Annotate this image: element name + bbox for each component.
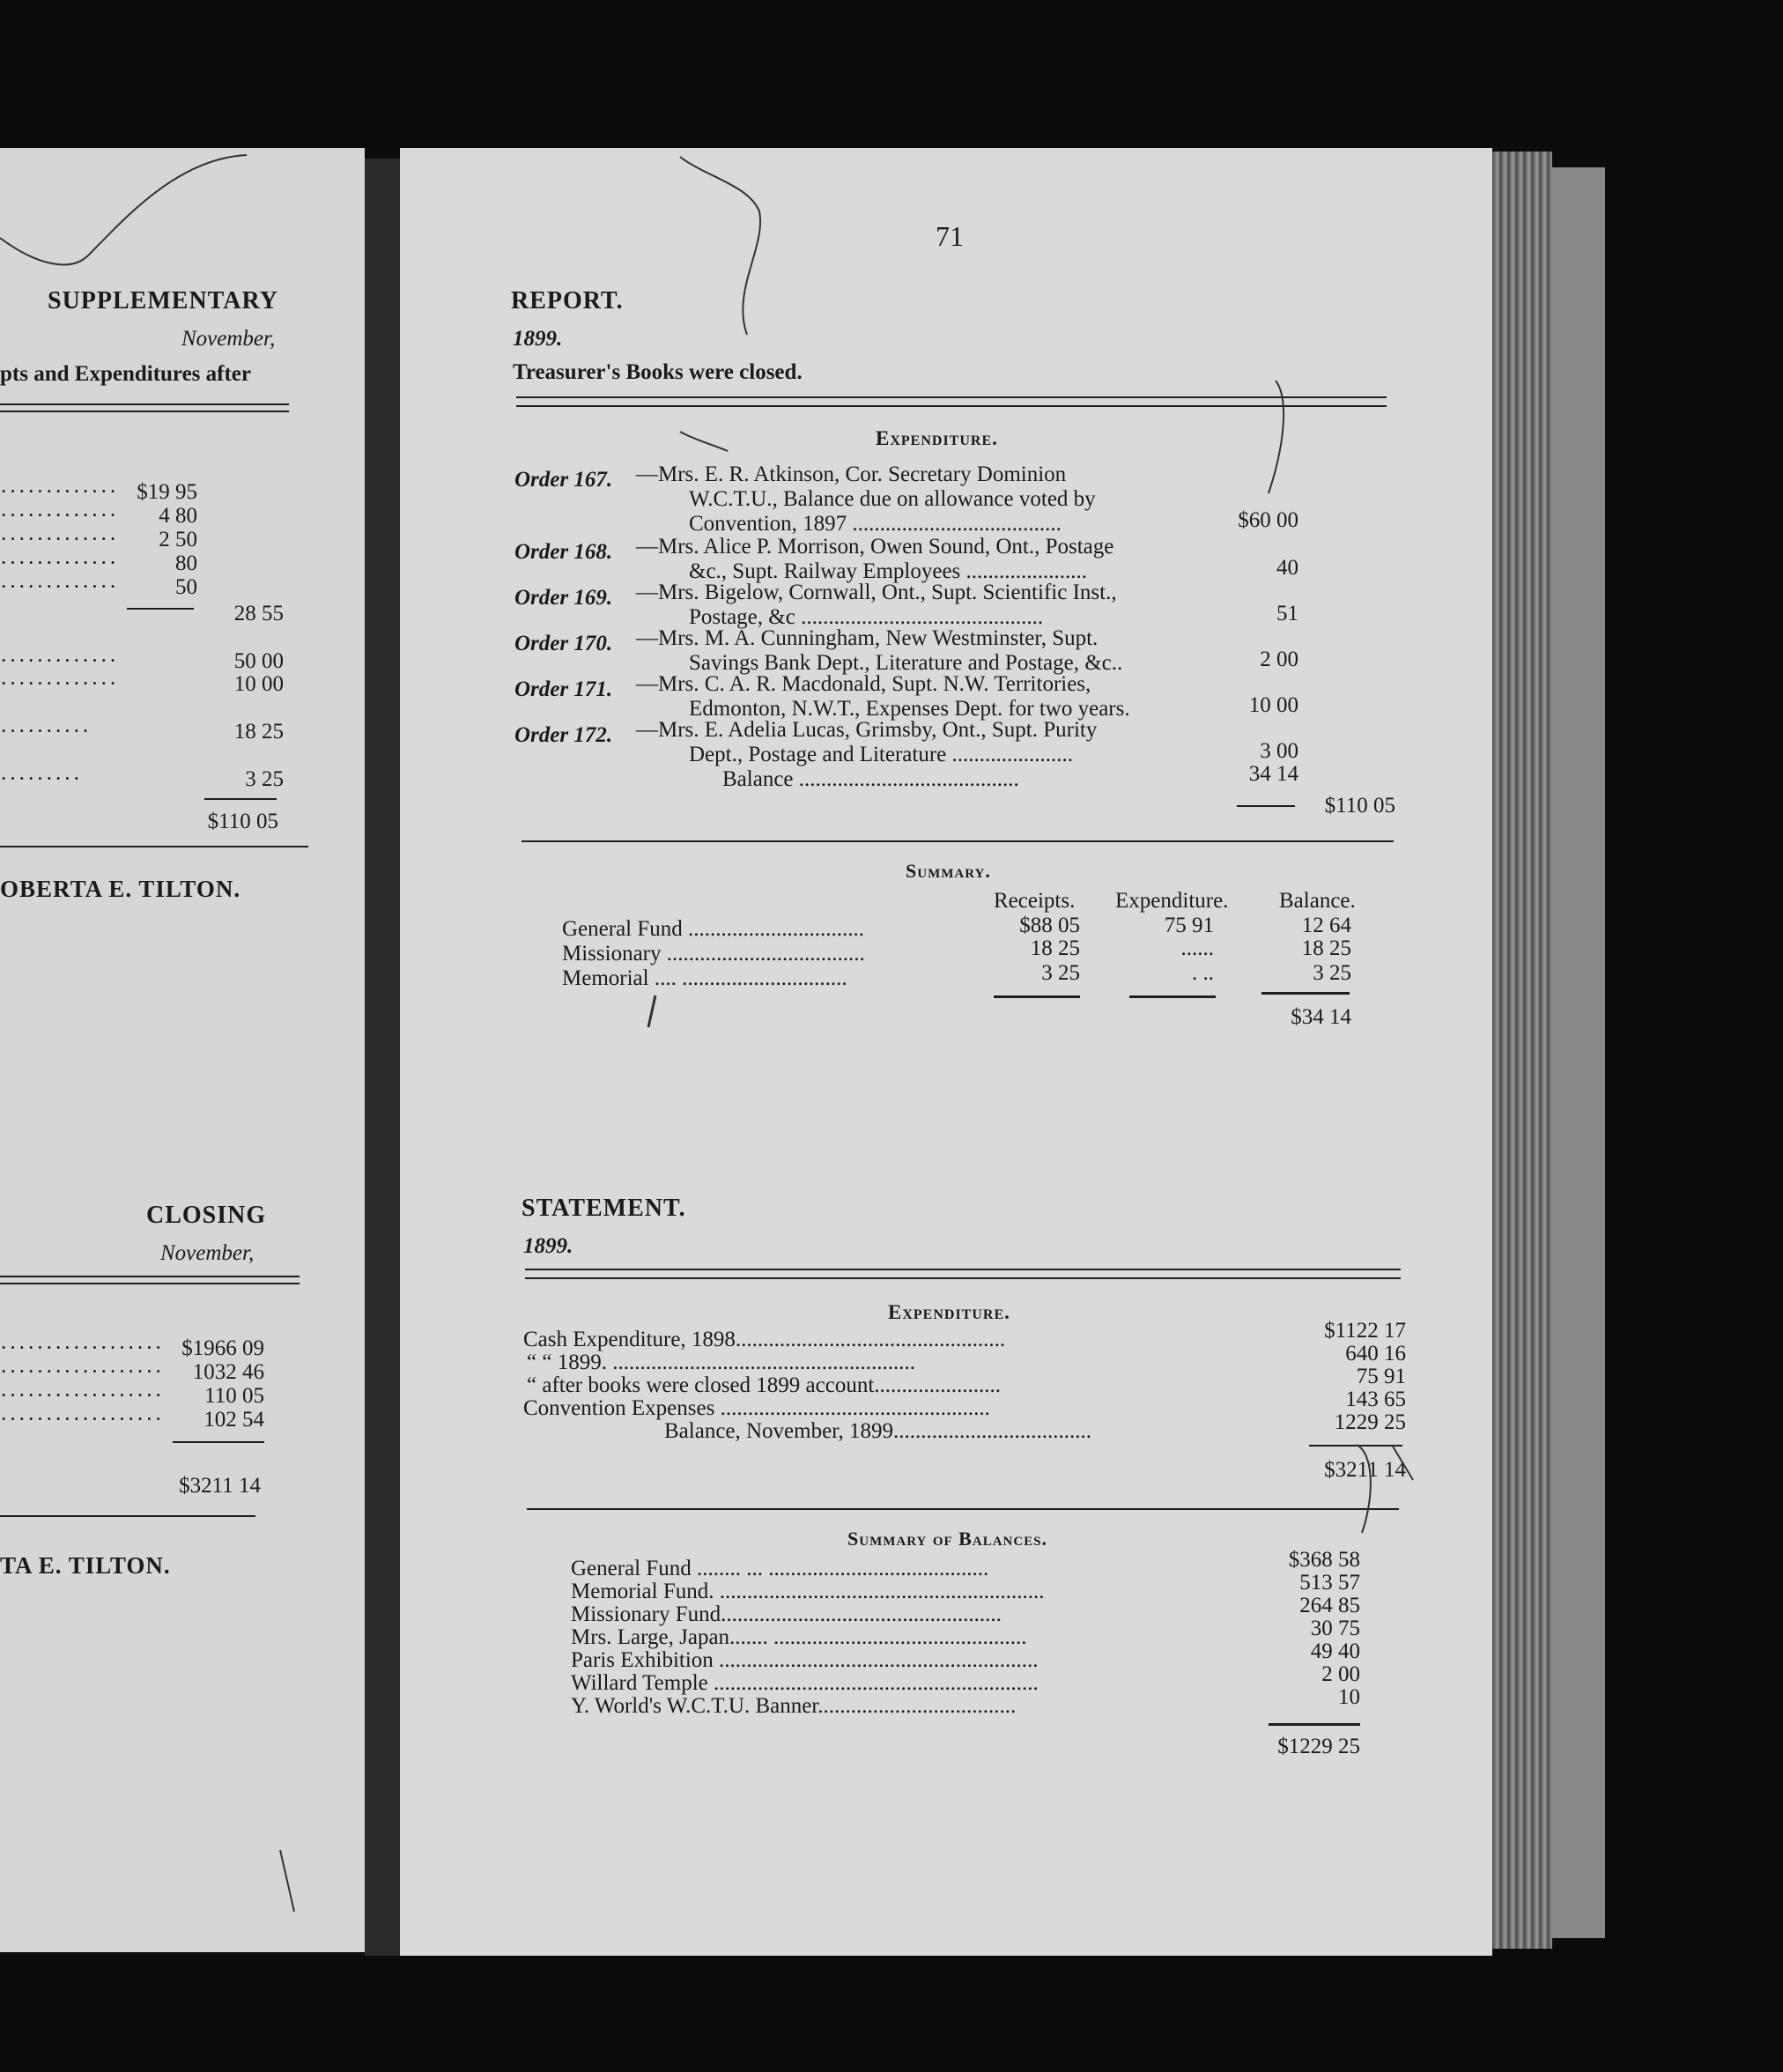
page-title: REPORT. <box>511 287 624 314</box>
left-amount: 2 50 <box>159 528 197 551</box>
balances-row-label: Paris Exhibition .......................................................... <box>571 1648 1039 1672</box>
order-text: —Mrs. C. A. R. Macdonald, Supt. N.W. Territories, <box>636 672 1091 696</box>
summary-row-label: Missionary .................................... <box>562 942 865 966</box>
summary-balance: 18 25 <box>1301 936 1351 960</box>
subline: Treasurer's Books were closed. <box>513 360 803 384</box>
summary-header: Receipts. <box>994 889 1076 913</box>
order-text: Dept., Postage and Literature ...................... <box>689 743 1074 766</box>
order-text: —Mrs. E. Adelia Lucas, Grimsby, Ont., Supt. Purity <box>636 718 1098 742</box>
order-text: —Mrs. E. R. Atkinson, Cor. Secretary Dominion <box>636 462 1067 486</box>
year: 1899. <box>513 327 563 351</box>
statement-amount: 75 91 <box>1356 1365 1406 1388</box>
order-text: Savings Bank Dept., Literature and Postage, &c.. <box>689 651 1123 675</box>
left-amount: 110 05 <box>204 1384 264 1408</box>
order-text: &c., Supt. Railway Employees ...................... <box>689 559 1088 583</box>
statement-amount: 1229 25 <box>1334 1410 1406 1434</box>
left-date: November, <box>181 327 276 351</box>
left-amount: 3 25 <box>245 767 284 791</box>
left-amount: 1032 46 <box>192 1360 264 1384</box>
order-text: —Mrs. Alice P. Morrison, Owen Sound, Ont., Postage <box>636 535 1114 559</box>
summary-row-label: General Fund ................................ <box>562 917 865 941</box>
summary-expenditure: ...... <box>1180 936 1214 960</box>
left-signature: OBERTA E. TILTON. <box>0 876 241 902</box>
order-text: Edmonton, N.W.T., Expenses Dept. for two years. <box>689 697 1130 721</box>
statement-amount: $1122 17 <box>1324 1319 1406 1343</box>
balance-label: Balance ........................................ <box>722 767 1019 791</box>
order-label: Order 170. <box>514 632 613 655</box>
order-amount: 51 <box>1276 602 1298 625</box>
expenditure-title: Expenditure. <box>876 427 998 449</box>
summary-expenditure: . .. <box>1192 961 1214 985</box>
summary-receipts: 3 25 <box>1041 961 1080 985</box>
statement-row-label: “ “ 1899. ....................................................... <box>527 1350 915 1374</box>
summary-header: Expenditure. <box>1115 889 1229 913</box>
order-text: Convention, 1897 ...................................... <box>689 512 1062 536</box>
left-amount: 18 25 <box>233 720 284 744</box>
balances-row-label: Missionary Fund................................................... <box>571 1602 1002 1626</box>
balances-amount: 30 75 <box>1310 1617 1360 1640</box>
balances-row-label: Memorial Fund. ........................................................... <box>571 1580 1045 1603</box>
left-amount: 50 <box>175 575 197 599</box>
order-label: Order 169. <box>514 586 613 610</box>
left-date-2: November, <box>160 1241 255 1265</box>
balances-title: Summary of Balances. <box>847 1528 1048 1550</box>
summary-receipts: $88 05 <box>1019 914 1080 937</box>
balances-row-label: Willard Temple ........................................................... <box>571 1671 1039 1695</box>
statement-year: 1899. <box>523 1234 573 1258</box>
left-amount: $1966 09 <box>181 1336 264 1360</box>
balances-row-label: Y. World's W.C.T.U. Banner.................................... <box>571 1694 1017 1718</box>
statement-heading: STATEMENT. <box>522 1195 686 1222</box>
balance-amount: 34 14 <box>1248 762 1298 786</box>
order-text: Postage, &c ............................................ <box>689 605 1044 629</box>
left-amount: 102 54 <box>203 1408 264 1432</box>
statement-row-label: Cash Expenditure, 1898................................................. <box>523 1328 1006 1351</box>
order-amount: 3 00 <box>1260 739 1298 763</box>
statement-amount: 143 65 <box>1345 1388 1406 1411</box>
balances-row-label: General Fund ........ ... ........................................ <box>571 1557 989 1580</box>
left-amount: 10 00 <box>233 672 284 696</box>
left-subtotal: 28 55 <box>233 602 284 625</box>
order-label: Order 167. <box>514 468 613 492</box>
order-amount: 40 <box>1276 556 1298 580</box>
balances-total: $1229 25 <box>1277 1735 1360 1758</box>
left-total: $110 05 <box>207 810 278 833</box>
summary-total: $34 14 <box>1291 1005 1351 1029</box>
statement-row-label: Balance, November, 1899.................................... <box>664 1419 1092 1443</box>
summary-header: Balance. <box>1279 889 1356 913</box>
summary-row-label: Memorial .... .............................. <box>562 966 847 990</box>
statement-amount: 640 16 <box>1345 1342 1406 1365</box>
summary-balance: 12 64 <box>1301 914 1351 937</box>
order-text: —Mrs. M. A. Cunningham, New Westminster, Supt. <box>636 626 1099 650</box>
left-amount: 4 80 <box>159 504 197 528</box>
balances-amount: 264 85 <box>1299 1594 1360 1617</box>
expenditure-total: $110 05 <box>1324 794 1395 818</box>
order-label: Order 172. <box>514 723 613 747</box>
summary-receipts: 18 25 <box>1030 936 1080 960</box>
order-text: W.C.T.U., Balance due on allowance voted by <box>689 487 1096 511</box>
statement-total: $3211 14 <box>1324 1458 1406 1482</box>
left-subline: pts and Expenditures after <box>0 362 251 386</box>
balances-amount: $368 58 <box>1288 1548 1360 1572</box>
left-total-2: $3211 14 <box>179 1474 261 1498</box>
order-amount: 2 00 <box>1260 648 1298 671</box>
left-heading-closing: CLOSING <box>146 1202 267 1229</box>
order-text: —Mrs. Bigelow, Cornwall, Ont., Supt. Scientific Inst., <box>636 581 1117 604</box>
left-heading-supplementary: SUPPLEMENTARY <box>48 287 278 314</box>
summary-expenditure: 75 91 <box>1164 914 1214 937</box>
balances-amount: 2 00 <box>1321 1662 1360 1686</box>
order-amount: $60 00 <box>1238 508 1298 532</box>
statement-row-label: Convention Expenses ................................................. <box>523 1396 990 1420</box>
left-amount: $19 95 <box>137 480 197 504</box>
balances-amount: 49 40 <box>1310 1639 1360 1663</box>
balances-amount: 10 <box>1338 1685 1360 1709</box>
summary-balance: 3 25 <box>1313 961 1351 985</box>
order-amount: 10 00 <box>1248 693 1298 717</box>
statement-expenditure-title: Expenditure. <box>888 1301 1010 1323</box>
left-signature-2: TA E. TILTON. <box>0 1552 171 1579</box>
statement-row-label: “ after books were closed 1899 account....................... <box>527 1373 1002 1397</box>
balances-amount: 513 57 <box>1299 1571 1360 1595</box>
left-amount: 50 00 <box>233 649 284 673</box>
balances-row-label: Mrs. Large, Japan....... .............................................. <box>571 1625 1027 1649</box>
left-amount: 80 <box>175 551 197 575</box>
page-number: 71 <box>936 220 964 252</box>
order-label: Order 171. <box>514 677 613 701</box>
order-label: Order 168. <box>514 540 613 564</box>
summary-title: Summary. <box>906 860 991 882</box>
